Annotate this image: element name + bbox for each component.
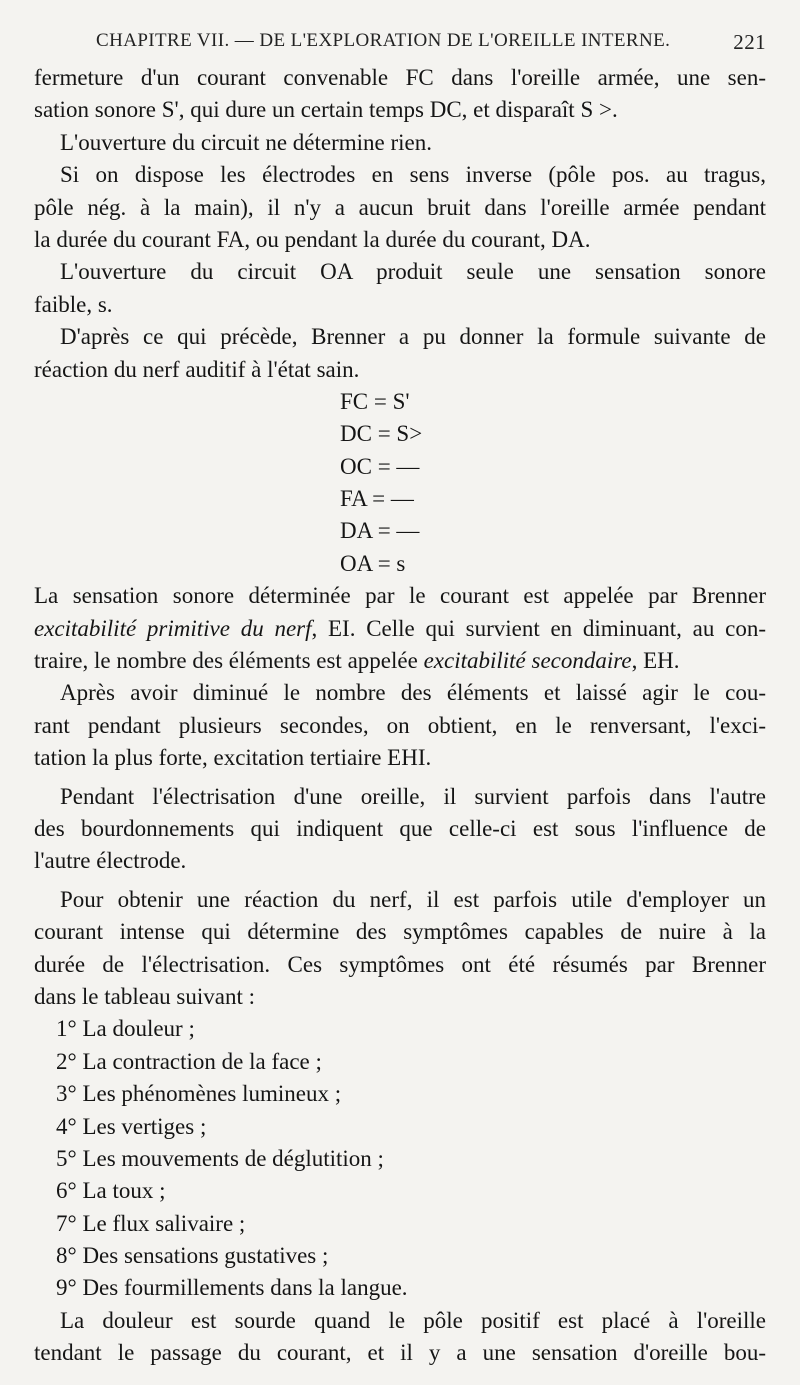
text-line: dans le tableau suivant : — [34, 983, 255, 1009]
text-line: Pour obtenir une réaction du nerf, il est parfois utile d'employer un — [60, 886, 766, 912]
text-line: fermeture d'un courant convenable FC dans l'oreille armée, une sen- — [34, 65, 766, 90]
formula-line: DA = — — [340, 518, 420, 544]
text-line: tendant le passage du courant, et il y a une sensation d'oreille bou- — [34, 1340, 766, 1366]
text-line: des bourdonnements qui indiquent que celle-ci est sous l'influence de — [34, 815, 766, 841]
list-item: 8° Des sensations gustatives ; — [56, 1243, 329, 1269]
text-line: sation sonore S', qui dure un certain temps DC, et disparaît S >. — [34, 97, 618, 123]
chapter-title: CHAPITRE VII. — DE L'EXPLORATION DE L'OREILLE INTERNE. — [96, 30, 671, 51]
formula-line: OA = s — [340, 550, 406, 576]
text-line: la durée du courant FA, ou pendant la durée du courant, DA. — [34, 226, 591, 252]
text-line: L'ouverture du circuit ne détermine rien. — [60, 129, 432, 155]
symptom-list — [34, 1013, 766, 1305]
list-item: 9° Des fourmillements dans la langue. — [56, 1275, 408, 1301]
text-line: courant intense qui détermine des symptômes capables de nuire à la — [34, 919, 766, 945]
text-line: faible, s. — [34, 291, 113, 317]
text-line: L'ouverture du circuit OA produit seule une sensation sonore — [60, 259, 766, 285]
page-body — [34, 62, 766, 1370]
formula-line: FA = — — [340, 486, 414, 512]
running-header — [34, 30, 766, 60]
list-item: 1° La douleur ; — [56, 1016, 195, 1042]
list-item: 7° Le flux salivaire ; — [56, 1210, 246, 1236]
text-line: durée de l'électrisation. Ces symptômes ont été résumés par Brenner — [34, 951, 766, 977]
italic-term: excitabilité primitive du nerf — [34, 615, 312, 641]
text-line: D'après ce qui précède, Brenner a pu donner la formule suivante de — [60, 324, 766, 350]
list-item: 5° Les mouvements de déglutition ; — [56, 1145, 384, 1171]
text-line: Après avoir diminué le nombre des éléments et laissé agir le cou- — [60, 680, 766, 706]
list-item: 6° La toux ; — [56, 1178, 166, 1204]
formula-block — [34, 386, 766, 580]
text-line: l'autre électrode. — [34, 848, 187, 874]
text-line: La sensation sonore déterminée par le courant est appelée par Brenner — [34, 583, 766, 609]
text-line: réaction du nerf auditif à l'état sain. — [34, 356, 360, 382]
text-line: excitabilité primitive du nerf, EI. Celle qui survient en diminuant, au con- — [34, 615, 766, 641]
formula-line: DC = S> — [340, 421, 423, 447]
text-line: rant pendant plusieurs secondes, on obtient, en le renversant, l'exci- — [34, 712, 766, 738]
text-line: Pendant l'électrisation d'une oreille, il survient parfois dans l'autre — [60, 783, 766, 809]
page-number: 221 — [733, 30, 766, 54]
text-line: Si on dispose les électrodes en sens inverse (pôle pos. au tragus, — [60, 162, 766, 188]
text-line: traire, le nombre des éléments est appelée excitabilité secondaire, EH. — [34, 648, 680, 674]
list-item: 4° Les vertiges ; — [56, 1113, 207, 1139]
text-line: tation la plus forte, excitation tertiaire EHI. — [34, 745, 432, 771]
italic-term: excitabilité secondaire — [423, 648, 632, 674]
formula-line: FC = S' — [340, 388, 410, 414]
text-line: pôle nég. à la main), il n'y a aucun bruit dans l'oreille armée pendant — [34, 194, 766, 220]
list-item: 3° Les phénomènes lumineux ; — [56, 1081, 342, 1107]
text-line: La douleur est sourde quand le pôle positif est placé à l'oreille — [60, 1307, 766, 1333]
formula-line: OC = — — [340, 453, 420, 479]
list-item: 2° La contraction de la face ; — [56, 1048, 322, 1074]
